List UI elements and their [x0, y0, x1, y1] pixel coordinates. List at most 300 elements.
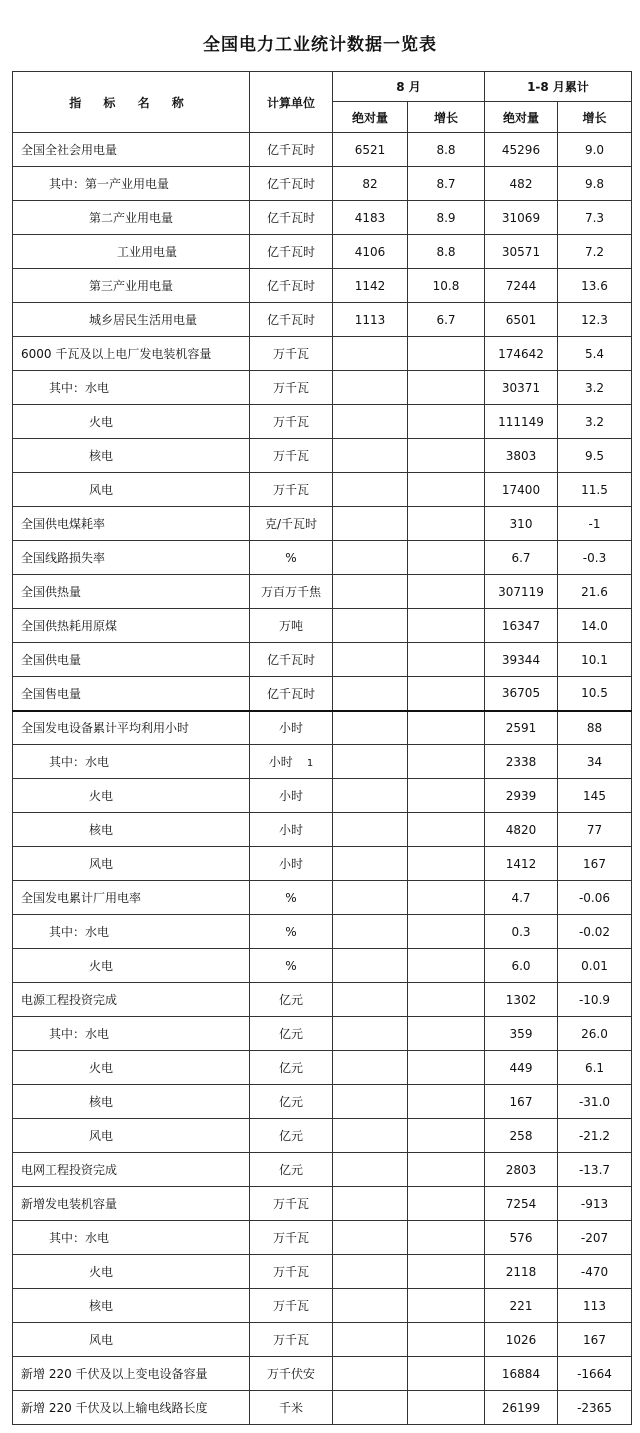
- cumulative-absolute-cell: 16347: [485, 609, 558, 643]
- cumulative-growth-cell: -0.06: [558, 881, 632, 915]
- cumulative-absolute-cell: 167: [485, 1085, 558, 1119]
- cumulative-absolute-cell: 17400: [485, 473, 558, 507]
- table-row: [13, 167, 632, 201]
- table-row: [13, 881, 632, 915]
- unit-cell: [250, 915, 333, 949]
- indicator-name-cell: 全国线路损失率: [13, 541, 250, 575]
- cumulative-growth-cell: -207: [558, 1221, 632, 1255]
- unit-cell: [250, 133, 333, 167]
- month-absolute-cell: [333, 1085, 408, 1119]
- cumulative-absolute-cell: 1026: [485, 1323, 558, 1357]
- month-growth-cell: [408, 779, 485, 813]
- table-row: [13, 1051, 632, 1085]
- cumulative-absolute-cell: 30371: [485, 371, 558, 405]
- cumulative-growth-cell: 26.0: [558, 1017, 632, 1051]
- month-absolute-cell: [333, 1221, 408, 1255]
- month-growth-cell: [408, 949, 485, 983]
- unit-cell: [250, 1153, 333, 1187]
- header-unit: 计算单位: [250, 72, 333, 133]
- month-absolute-cell: 1113: [333, 303, 408, 337]
- month-growth-cell: 8.9: [408, 201, 485, 235]
- month-growth-cell: 8.7: [408, 167, 485, 201]
- table-row: [13, 439, 632, 473]
- indicator-name-cell: 核电: [13, 439, 250, 473]
- month-absolute-cell: 6521: [333, 133, 408, 167]
- unit-cell: [250, 1119, 333, 1153]
- unit-text: 小时: [278, 721, 303, 736]
- cumulative-absolute-cell: 258: [485, 1119, 558, 1153]
- cumulative-growth-cell: -913: [558, 1187, 632, 1221]
- cumulative-growth-cell: 3.2: [558, 405, 632, 439]
- cumulative-absolute-cell: 4820: [485, 813, 558, 847]
- month-absolute-cell: [333, 473, 408, 507]
- indicator-name-cell: 风电: [13, 1323, 250, 1357]
- cumulative-absolute-cell: 39344: [485, 643, 558, 677]
- month-absolute-cell: [333, 711, 408, 745]
- table-row: [13, 1391, 632, 1425]
- cumulative-growth-cell: 3.2: [558, 371, 632, 405]
- month-growth-cell: [408, 507, 485, 541]
- table-row: [13, 1187, 632, 1221]
- month-growth-cell: [408, 1221, 485, 1255]
- indicator-name-cell: 火电: [13, 779, 250, 813]
- month-growth-cell: [408, 745, 485, 779]
- table-row: [13, 507, 632, 541]
- cumulative-growth-cell: 167: [558, 1323, 632, 1357]
- unit-cell: [250, 881, 333, 915]
- cumulative-growth-cell: 0.01: [558, 949, 632, 983]
- unit-text: 小时: [278, 857, 303, 871]
- month-growth-cell: [408, 1255, 485, 1289]
- unit-text: 万千瓦: [272, 483, 309, 497]
- unit-cell: [250, 1085, 333, 1119]
- cumulative-growth-cell: -2365: [558, 1391, 632, 1425]
- cumulative-growth-cell: 6.1: [558, 1051, 632, 1085]
- cumulative-absolute-cell: 1302: [485, 983, 558, 1017]
- indicator-name-cell: 全国全社会用电量: [13, 133, 250, 167]
- month-absolute-cell: 82: [333, 167, 408, 201]
- page-title: 全国电力工业统计数据一览表: [203, 35, 437, 55]
- unit-text: 万千瓦: [272, 415, 309, 429]
- unit-cell: [250, 745, 333, 779]
- table-row: [13, 575, 632, 609]
- month-growth-cell: [408, 915, 485, 949]
- cumulative-absolute-cell: 2939: [485, 779, 558, 813]
- table-row: [13, 813, 632, 847]
- unit-text: 亿千瓦时: [266, 211, 315, 225]
- indicator-name-cell: 新增 220 千伏及以上变电设备容量: [13, 1357, 250, 1391]
- indicator-name-cell: 全国供热量: [13, 575, 250, 609]
- cumulative-absolute-cell: 2338: [485, 745, 558, 779]
- cumulative-growth-cell: 9.0: [558, 133, 632, 167]
- cumulative-growth-cell: 9.5: [558, 439, 632, 473]
- header-cumulative-growth: 增长: [558, 102, 632, 133]
- unit-cell: [250, 643, 333, 677]
- month-growth-cell: [408, 677, 485, 711]
- cumulative-absolute-cell: 26199: [485, 1391, 558, 1425]
- cumulative-growth-cell: -21.2: [558, 1119, 632, 1153]
- cumulative-absolute-cell: 221: [485, 1289, 558, 1323]
- unit-text: 亿千瓦时: [266, 143, 315, 157]
- cumulative-absolute-cell: 359: [485, 1017, 558, 1051]
- table-row: [13, 711, 632, 745]
- month-growth-cell: [408, 1357, 485, 1391]
- unit-text: 小时: [268, 755, 293, 769]
- month-growth-cell: [408, 643, 485, 677]
- cumulative-absolute-cell: 2591: [485, 711, 558, 745]
- table-row: [13, 983, 632, 1017]
- cumulative-absolute-cell: 2803: [485, 1153, 558, 1187]
- table-row: [13, 949, 632, 983]
- unit-text: 万千瓦: [272, 1265, 309, 1279]
- month-absolute-cell: [333, 575, 408, 609]
- unit-text: 万千瓦: [272, 1299, 309, 1313]
- month-absolute-cell: [333, 1119, 408, 1153]
- table-row: [13, 609, 632, 643]
- table-row: [13, 405, 632, 439]
- unit-cell: [250, 1289, 333, 1323]
- table-row: [13, 1119, 632, 1153]
- indicator-name-cell: 6000 千瓦及以上电厂发电装机容量: [13, 337, 250, 371]
- indicator-name-cell: 风电: [13, 473, 250, 507]
- cumulative-absolute-cell: 45296: [485, 133, 558, 167]
- indicator-name-cell: 新增发电装机容量: [13, 1187, 250, 1221]
- unit-cell: [250, 711, 333, 745]
- month-growth-cell: [408, 983, 485, 1017]
- unit-text: 万千瓦: [272, 1231, 309, 1245]
- month-growth-cell: [408, 1153, 485, 1187]
- month-absolute-cell: 4183: [333, 201, 408, 235]
- cumulative-absolute-cell: 7244: [485, 269, 558, 303]
- header-month-absolute: 绝对量: [333, 102, 408, 133]
- month-growth-cell: [408, 847, 485, 881]
- unit-cell: [250, 677, 333, 711]
- cumulative-absolute-cell: 307119: [485, 575, 558, 609]
- month-growth-cell: [408, 439, 485, 473]
- table-row: [13, 847, 632, 881]
- unit-cell: [250, 541, 333, 575]
- month-growth-cell: [408, 541, 485, 575]
- month-growth-cell: [408, 1187, 485, 1221]
- table-row: [13, 303, 632, 337]
- cumulative-growth-cell: 10.5: [558, 677, 632, 711]
- cumulative-absolute-cell: 7254: [485, 1187, 558, 1221]
- unit-cell: [250, 439, 333, 473]
- month-growth-cell: [408, 473, 485, 507]
- month-absolute-cell: [333, 541, 408, 575]
- unit-cell: [250, 1221, 333, 1255]
- month-growth-cell: [408, 1323, 485, 1357]
- indicator-name-cell: 工业用电量: [13, 235, 250, 269]
- table-row: [13, 473, 632, 507]
- indicator-name-cell: 火电: [13, 1255, 250, 1289]
- month-growth-cell: [408, 575, 485, 609]
- cumulative-absolute-cell: 482: [485, 167, 558, 201]
- unit-cell: [250, 235, 333, 269]
- month-growth-cell: 8.8: [408, 133, 485, 167]
- unit-cell: [250, 337, 333, 371]
- cumulative-growth-cell: 13.6: [558, 269, 632, 303]
- cumulative-growth-cell: 7.2: [558, 235, 632, 269]
- unit-text: 万吨: [278, 619, 303, 633]
- table-row: [13, 643, 632, 677]
- cumulative-growth-cell: -470: [558, 1255, 632, 1289]
- month-absolute-cell: [333, 1187, 408, 1221]
- month-growth-cell: [408, 711, 485, 745]
- cumulative-absolute-cell: 2118: [485, 1255, 558, 1289]
- cumulative-absolute-cell: 16884: [485, 1357, 558, 1391]
- unit-cell: [250, 167, 333, 201]
- unit-cell: [250, 1017, 333, 1051]
- month-absolute-cell: [333, 1017, 408, 1051]
- indicator-name-cell: 核电: [13, 1289, 250, 1323]
- cumulative-growth-cell: -1: [558, 507, 632, 541]
- table-row: [13, 915, 632, 949]
- month-absolute-cell: [333, 1051, 408, 1085]
- table-row: [13, 1255, 632, 1289]
- cumulative-growth-cell: -0.02: [558, 915, 632, 949]
- unit-text: 亿千瓦时: [266, 653, 315, 667]
- cumulative-growth-cell: -1664: [558, 1357, 632, 1391]
- unit-cell: [250, 371, 333, 405]
- unit-cell: [250, 779, 333, 813]
- indicator-name-cell: 新增 220 千伏及以上输电线路长度: [13, 1391, 250, 1425]
- table-row: [13, 1289, 632, 1323]
- table-row: [13, 235, 632, 269]
- indicator-name-cell: 电网工程投资完成: [13, 1153, 250, 1187]
- month-growth-cell: 8.8: [408, 235, 485, 269]
- month-absolute-cell: [333, 1153, 408, 1187]
- cumulative-absolute-cell: 30571: [485, 235, 558, 269]
- unit-text: 亿元: [278, 1163, 303, 1177]
- unit-cell: [250, 847, 333, 881]
- month-absolute-cell: 4106: [333, 235, 408, 269]
- unit-text: 千米: [278, 1401, 303, 1415]
- table-body: [13, 133, 632, 1425]
- indicator-name-cell: 核电: [13, 1085, 250, 1119]
- month-absolute-cell: [333, 371, 408, 405]
- unit-text: 万千伏安: [266, 1367, 315, 1381]
- cumulative-absolute-cell: 31069: [485, 201, 558, 235]
- unit-text: 小时: [278, 789, 303, 803]
- unit-text: %: [285, 890, 297, 905]
- month-growth-cell: [408, 405, 485, 439]
- unit-text: 万百万千焦: [260, 585, 321, 599]
- unit-cell: [250, 983, 333, 1017]
- month-growth-cell: [408, 371, 485, 405]
- month-absolute-cell: [333, 609, 408, 643]
- indicator-name-cell: 电源工程投资完成: [13, 983, 250, 1017]
- month-growth-cell: [408, 813, 485, 847]
- unit-text: 万千瓦: [272, 1333, 309, 1347]
- cumulative-growth-cell: 34: [558, 745, 632, 779]
- unit-cell: [250, 575, 333, 609]
- cumulative-growth-cell: 7.3: [558, 201, 632, 235]
- unit-text: 万千瓦: [272, 347, 309, 361]
- month-absolute-cell: [333, 439, 408, 473]
- unit-text: %: [285, 958, 297, 973]
- table-row: [13, 269, 632, 303]
- unit-cell: [250, 269, 333, 303]
- cumulative-growth-cell: 14.0: [558, 609, 632, 643]
- unit-cell: [250, 1051, 333, 1085]
- cumulative-absolute-cell: 3803: [485, 439, 558, 473]
- indicator-name-cell: 全国供电量: [13, 643, 250, 677]
- cumulative-absolute-cell: 576: [485, 1221, 558, 1255]
- indicator-name-cell: 全国发电设备累计平均利用小时: [13, 711, 250, 745]
- cumulative-absolute-cell: 4.7: [485, 881, 558, 915]
- month-absolute-cell: [333, 643, 408, 677]
- unit-text: 亿千瓦时: [266, 279, 315, 293]
- indicator-name-cell: 火电: [13, 1051, 250, 1085]
- header-cumulative-absolute: 绝对量: [485, 102, 558, 133]
- indicator-name-cell: 全国供电煤耗率: [13, 507, 250, 541]
- indicator-name-cell: 城乡居民生活用电量: [13, 303, 250, 337]
- table-row: [13, 371, 632, 405]
- table-row: [13, 1357, 632, 1391]
- cumulative-growth-cell: 9.8: [558, 167, 632, 201]
- month-absolute-cell: [333, 1255, 408, 1289]
- unit-text: 万千瓦: [272, 1197, 309, 1211]
- table-row: [13, 677, 632, 711]
- header-cumulative: 1-8 月累计: [485, 72, 632, 102]
- unit-cell: [250, 1187, 333, 1221]
- header-indicator-name: 指 标 名 称: [13, 72, 250, 133]
- unit-cell: [250, 609, 333, 643]
- unit-cell: [250, 1255, 333, 1289]
- cumulative-absolute-cell: 6501: [485, 303, 558, 337]
- month-absolute-cell: [333, 1391, 408, 1425]
- unit-cell: [250, 405, 333, 439]
- indicator-name-cell: 其中：水电: [13, 371, 250, 405]
- unit-cell: [250, 303, 333, 337]
- unit-cell: [250, 949, 333, 983]
- table-row: [13, 1085, 632, 1119]
- indicator-name-cell: 其中：水电: [13, 745, 250, 779]
- indicator-name-cell: 其中：水电: [13, 1017, 250, 1051]
- cumulative-growth-cell: 167: [558, 847, 632, 881]
- month-absolute-cell: [333, 337, 408, 371]
- month-absolute-cell: [333, 1323, 408, 1357]
- cumulative-growth-cell: 11.5: [558, 473, 632, 507]
- cumulative-absolute-cell: 449: [485, 1051, 558, 1085]
- cumulative-growth-cell: 5.4: [558, 337, 632, 371]
- cumulative-growth-cell: -10.9: [558, 983, 632, 1017]
- month-absolute-cell: [333, 745, 408, 779]
- month-growth-cell: [408, 881, 485, 915]
- unit-text: 亿千瓦时: [266, 245, 315, 259]
- cumulative-growth-cell: 10.1: [558, 643, 632, 677]
- cumulative-absolute-cell: 310: [485, 507, 558, 541]
- cumulative-growth-cell: -31.0: [558, 1085, 632, 1119]
- indicator-name-cell: 其中：第一产业用电量: [13, 167, 250, 201]
- cumulative-absolute-cell: 111149: [485, 405, 558, 439]
- month-absolute-cell: [333, 677, 408, 711]
- unit-text: 小时: [278, 823, 303, 837]
- month-absolute-cell: [333, 881, 408, 915]
- unit-cell: [250, 201, 333, 235]
- table-row: [13, 337, 632, 371]
- indicator-name-cell: 其中：水电: [13, 915, 250, 949]
- indicator-name-cell: 核电: [13, 813, 250, 847]
- indicator-name-cell: 风电: [13, 847, 250, 881]
- unit-footnote-mark: 1: [306, 758, 314, 769]
- cumulative-growth-cell: 12.3: [558, 303, 632, 337]
- header-month: 8 月: [333, 72, 485, 102]
- table-row: [13, 1017, 632, 1051]
- indicator-name-cell: 全国发电累计厂用电率: [13, 881, 250, 915]
- month-growth-cell: [408, 1391, 485, 1425]
- month-absolute-cell: [333, 405, 408, 439]
- unit-text: 亿千瓦时: [266, 177, 315, 191]
- month-absolute-cell: [333, 915, 408, 949]
- header-month-growth: 增长: [408, 102, 485, 133]
- table-row: [13, 541, 632, 575]
- table-row: [13, 201, 632, 235]
- unit-text: 亿元: [278, 1129, 303, 1143]
- cumulative-growth-cell: 77: [558, 813, 632, 847]
- indicator-name-cell: 第三产业用电量: [13, 269, 250, 303]
- indicator-name-cell: 火电: [13, 949, 250, 983]
- indicator-name-cell: 火电: [13, 405, 250, 439]
- month-growth-cell: 10.8: [408, 269, 485, 303]
- month-growth-cell: [408, 1085, 485, 1119]
- indicator-name-cell: 其中：水电: [13, 1221, 250, 1255]
- cumulative-growth-cell: 113: [558, 1289, 632, 1323]
- unit-text: 亿千瓦时: [266, 313, 315, 327]
- month-growth-cell: 6.7: [408, 303, 485, 337]
- table-row: [13, 1323, 632, 1357]
- cumulative-absolute-cell: 0.3: [485, 915, 558, 949]
- month-growth-cell: [408, 609, 485, 643]
- indicator-name-cell: 全国售电量: [13, 677, 250, 711]
- table-row: [13, 779, 632, 813]
- month-growth-cell: [408, 1119, 485, 1153]
- unit-text: %: [285, 924, 297, 939]
- cumulative-absolute-cell: 36705: [485, 677, 558, 711]
- month-absolute-cell: [333, 847, 408, 881]
- indicator-name-cell: 风电: [13, 1119, 250, 1153]
- unit-text: %: [285, 550, 297, 565]
- cumulative-growth-cell: 21.6: [558, 575, 632, 609]
- cumulative-growth-cell: -0.3: [558, 541, 632, 575]
- month-absolute-cell: [333, 779, 408, 813]
- cumulative-absolute-cell: 174642: [485, 337, 558, 371]
- unit-cell: [250, 473, 333, 507]
- table-row: [13, 745, 632, 779]
- month-absolute-cell: [333, 983, 408, 1017]
- unit-cell: [250, 1323, 333, 1357]
- table-row: [13, 133, 632, 167]
- cumulative-absolute-cell: 6.0: [485, 949, 558, 983]
- cumulative-growth-cell: -13.7: [558, 1153, 632, 1187]
- cumulative-absolute-cell: 1412: [485, 847, 558, 881]
- unit-text: 万千瓦: [272, 381, 309, 395]
- cumulative-growth-cell: 145: [558, 779, 632, 813]
- unit-cell: [250, 1357, 333, 1391]
- month-absolute-cell: [333, 813, 408, 847]
- month-growth-cell: [408, 337, 485, 371]
- indicator-name-cell: 第二产业用电量: [13, 201, 250, 235]
- unit-text: 亿元: [278, 1027, 303, 1041]
- table-row: [13, 1221, 632, 1255]
- indicator-name-cell: 全国供热耗用原煤: [13, 609, 250, 643]
- month-growth-cell: [408, 1017, 485, 1051]
- cumulative-absolute-cell: 6.7: [485, 541, 558, 575]
- unit-text: 亿元: [278, 1095, 303, 1109]
- month-absolute-cell: [333, 1357, 408, 1391]
- unit-text: 万千瓦: [272, 449, 309, 463]
